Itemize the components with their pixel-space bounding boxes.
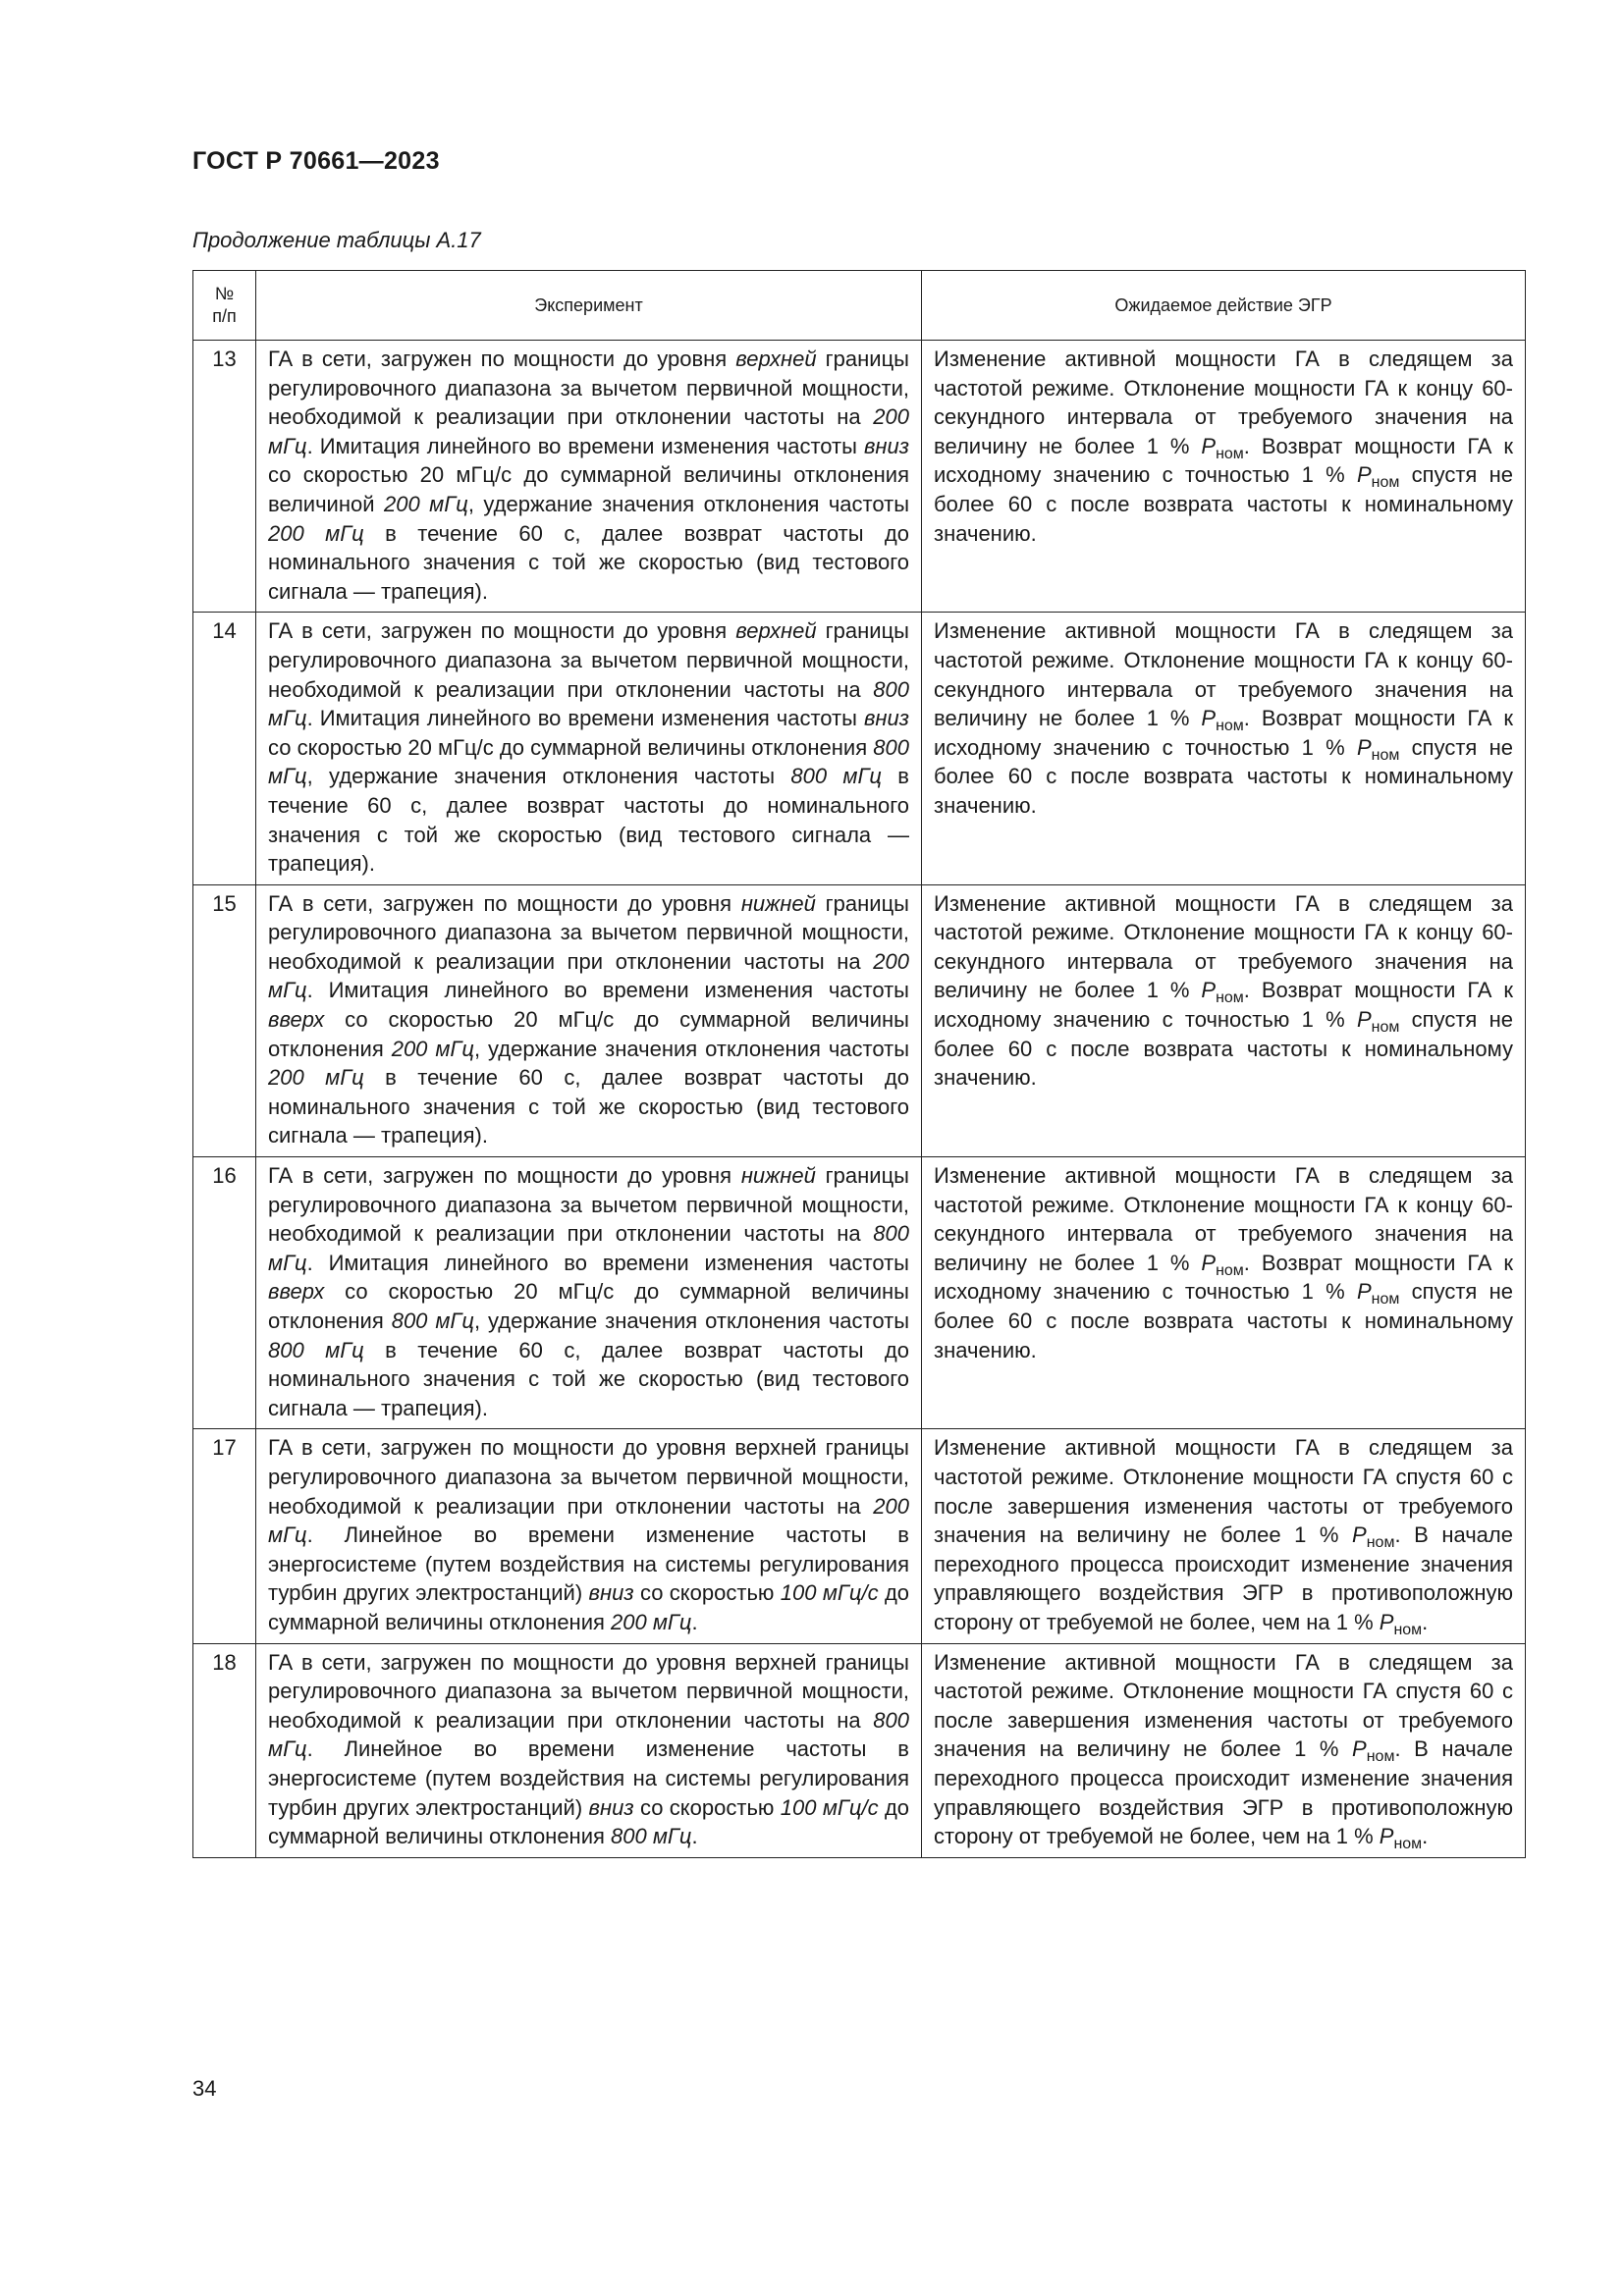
experiment-description: ГА в сети, загружен по мощности до уровня нижней границы регулировочного диапазона за вычетом первичной мощности, необходимой к реализации при отклонении частоты на 800 мГц. Имитация линейного во времени изменения частоты вверх со скоростью 20 мГц/с до суммарной величины отклонения 800 мГц, удержание значения отклонения частоты 800 мГц в течение 60 с, далее возврат частоты до номинального значения с той же скоростью (вид тестового сигнала — трапеция).: [256, 1157, 922, 1429]
expected-action-description: Изменение активной мощности ГА в следящем за частотой режиме. Отклонение мощности ГА спустя 60 с после завершения изменения частоты от требуемого значения на величину не более 1 % $P_{ном}$. В начале переходного процесса происходит изменение значения управляющего воздействия ЭГР в противоположную сторону от требуемой не более, чем на 1 % $P_{ном}$.: [922, 1643, 1526, 1857]
table-row: [193, 613, 1526, 884]
table-continuation-caption: Продолжение таблицы А.17: [192, 228, 481, 252]
table-body: [193, 341, 1526, 1858]
experiment-description: ГА в сети, загружен по мощности до уровня верхней границы регулировочного диапазона за вычетом первичной мощности, необходимой к реализации при отклонении частоты на 200 мГц. Линейное во времени изменение частоты в энергосистеме (путем воздействия на системы регулирования турбин других электростанций) вниз со скоростью 100 мГц/с до суммарной величины отклонения 200 мГц.: [256, 1429, 922, 1643]
column-header-number: № п/п: [193, 271, 256, 341]
table-row: [193, 341, 1526, 613]
experiment-description: ГА в сети, загружен по мощности до уровня верхней границы регулировочного диапазона за вычетом первичной мощности, необходимой к реализации при отклонении частоты на 200 мГц. Имитация линейного во времени изменения частоты вниз со скоростью 20 мГц/с до суммарной величины отклонения величиной 200 мГц, удержание значения отклонения частоты 200 мГц в течение 60 с, далее возврат частоты до номинального значения с той же скоростью (вид тестового сигнала — трапеция).: [256, 341, 922, 613]
row-number: 15: [193, 884, 256, 1156]
row-number: 16: [193, 1157, 256, 1429]
expected-action-description: Изменение активной мощности ГА в следящем за частотой режиме. Отклонение мощности ГА к концу 60-секундного интервала от требуемого значения на величину не более 1 % $P_{ном}$. Возврат мощности ГА к исходному значению с точностью 1 % $P_{ном}$ спустя не более 60 с после возврата частоты к номинальному значению.: [922, 341, 1526, 613]
experiment-description: ГА в сети, загружен по мощности до уровня нижней границы регулировочного диапазона за вычетом первичной мощности, необходимой к реализации при отклонении частоты на 200 мГц. Имитация линейного во времени изменения частоты вверх со скоростью 20 мГц/с до суммарной величины отклонения 200 мГц, удержание значения отклонения частоты 200 мГц в течение 60 с, далее возврат частоты до номинального значения с той же скоростью (вид тестового сигнала — трапеция).: [256, 884, 922, 1156]
table-row: [193, 884, 1526, 1156]
page-number: 34: [192, 2076, 217, 2101]
expected-action-description: Изменение активной мощности ГА в следящем за частотой режиме. Отклонение мощности ГА спустя 60 с после завершения изменения частоты от требуемого значения на величину не более 1 % $P_{ном}$. В начале переходного процесса происходит изменение значения управляющего воздействия ЭГР в противоположную сторону от требуемой не более, чем на 1 % $P_{ном}$.: [922, 1429, 1526, 1643]
table-row: [193, 1429, 1526, 1643]
row-number: 14: [193, 613, 256, 884]
experiment-description: ГА в сети, загружен по мощности до уровня верхней границы регулировочного диапазона за вычетом первичной мощности, необходимой к реализации при отклонении частоты на 800 мГц. Линейное во времени изменение частоты в энергосистеме (путем воздействия на системы регулирования турбин других электростанций) вниз со скоростью 100 мГц/с до суммарной величины отклонения 800 мГц.: [256, 1643, 922, 1857]
column-header-experiment: Эксперимент: [256, 271, 922, 341]
column-header-expected-action: Ожидаемое действие ЭГР: [922, 271, 1526, 341]
table-header-row: [193, 271, 1526, 341]
table-row: [193, 1157, 1526, 1429]
expected-action-description: Изменение активной мощности ГА в следящем за частотой режиме. Отклонение мощности ГА к концу 60-секундного интервала от требуемого значения на величину не более 1 % $P_{ном}$. Возврат мощности ГА к исходному значению с точностью 1 % $P_{ном}$ спустя не более 60 с после возврата частоты к номинальному значению.: [922, 613, 1526, 884]
row-number: 13: [193, 341, 256, 613]
expected-action-description: Изменение активной мощности ГА в следящем за частотой режиме. Отклонение мощности ГА к концу 60-секундного интервала от требуемого значения на величину не более 1 % $P_{ном}$. Возврат мощности ГА к исходному значению с точностью 1 % $P_{ном}$ спустя не более 60 с после возврата частоты к номинальному значению.: [922, 884, 1526, 1156]
experiments-table: [192, 270, 1526, 1858]
table-row: [193, 1643, 1526, 1857]
document-code: ГОСТ Р 70661—2023: [192, 147, 440, 175]
experiment-description: ГА в сети, загружен по мощности до уровня верхней границы регулировочного диапазона за вычетом первичной мощности, необходимой к реализации при отклонении частоты на 800 мГц. Имитация линейного во времени изменения частоты вниз со скоростью 20 мГц/с до суммарной величины отклонения 800 мГц, удержание значения отклонения частоты 800 мГц в течение 60 с, далее возврат частоты до номинального значения с той же скоростью (вид тестового сигнала — трапеция).: [256, 613, 922, 884]
expected-action-description: Изменение активной мощности ГА в следящем за частотой режиме. Отклонение мощности ГА к концу 60-секундного интервала от требуемого значения на величину не более 1 % $P_{ном}$. Возврат мощности ГА к исходному значению с точностью 1 % $P_{ном}$ спустя не более 60 с после возврата частоты к номинальному значению.: [922, 1157, 1526, 1429]
row-number: 17: [193, 1429, 256, 1643]
row-number: 18: [193, 1643, 256, 1857]
